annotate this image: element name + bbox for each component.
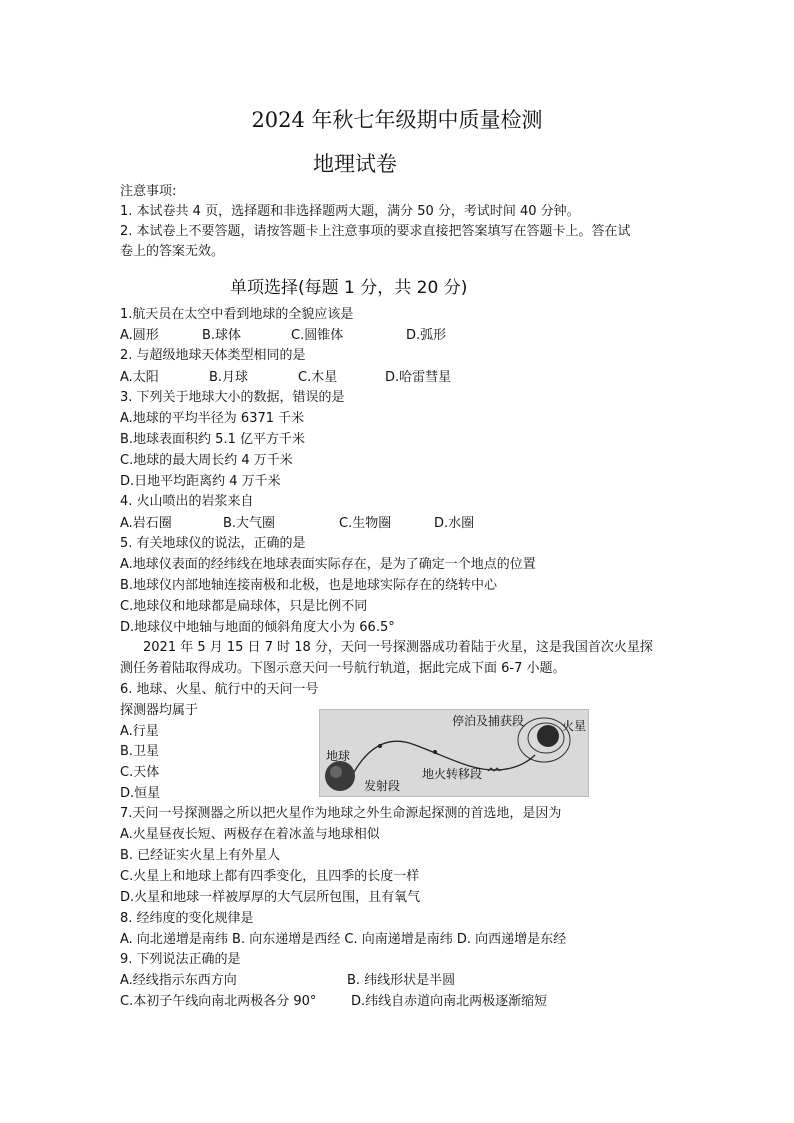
q3-stem: 3. 下列关于地球大小的数据，错误的是 — [120, 390, 345, 405]
q9-option-b: B. 纬线形状是半圆 — [347, 973, 456, 988]
q4-option-b: B.大气圈 — [223, 516, 276, 531]
mars-icon — [537, 725, 559, 747]
q6-stem-2: 探测器均属于 — [120, 703, 199, 718]
q7-option-b: B. 已经证实火星上有外星人 — [120, 848, 281, 863]
q6-option-d: D.恒星 — [120, 786, 161, 801]
q2-stem: 2. 与超级地球天体类型相同的是 — [120, 348, 306, 363]
launch-label: 发射段 — [364, 779, 401, 793]
q8-stem: 8. 经纬度的变化规律是 — [120, 911, 254, 926]
q1-option-b: B.球体 — [202, 328, 242, 343]
q9-option-d: D.纬线自赤道向南北两极逐渐缩短 — [351, 994, 548, 1009]
q3-option-a: A.地球的平均半径为 6371 千米 — [120, 411, 305, 426]
mars-label: 火星 — [562, 719, 587, 733]
notes-line-1: 1. 本试卷共 4 页，选择题和非选择题两大题，满分 50 分，考试时间 40 分钟。 — [120, 204, 580, 219]
section-title: 单项选择(每题 1 分，共 20 分) — [230, 278, 468, 298]
notes-heading: 注意事项: — [120, 184, 177, 199]
q7-option-a: A.火星昼夜长短、两极存在着冰盖与地球相似 — [120, 827, 380, 842]
q1-option-d: D.弧形 — [406, 328, 447, 343]
q8-options: A. 向北递增是南纬 B. 向东递增是西经 C. 向南递增是南纬 D. 向西递增是东经 — [120, 932, 567, 947]
q6-stem-1: 6. 地球、火星、航行中的天问一号 — [120, 682, 319, 697]
q2-option-d: D.哈雷彗星 — [385, 370, 452, 385]
q3-option-b: B.地球表面积约 5.1 亿平方千米 — [120, 432, 305, 447]
q5-option-c: C.地球仪和地球都是扁球体，只是比例不同 — [120, 599, 368, 614]
q2-option-a: A.太阳 — [120, 370, 159, 385]
q4-option-d: D.水圈 — [434, 516, 475, 531]
q3-option-c: C.地球的最大周长约 4 万千米 — [120, 453, 293, 468]
q2-option-b: B.月球 — [209, 370, 249, 385]
q1-option-a: A.圆形 — [120, 328, 159, 343]
trajectory-figure — [319, 709, 589, 797]
q5-option-a: A.地球仪表面的经纬线在地球表面实际存在，是为了确定一个地点的位置 — [120, 557, 536, 572]
q1-option-c: C.圆锥体 — [291, 328, 344, 343]
q4-stem: 4. 火山喷出的岩浆来自 — [120, 494, 254, 509]
q1-stem: 1.航天员在太空中看到地球的全貌应该是 — [120, 307, 354, 322]
q7-option-d: D.火星和地球一样被厚厚的大气层所包围，且有氧气 — [120, 890, 421, 905]
q5-stem: 5. 有关地球仪的说法，正确的是 — [120, 536, 306, 551]
exam-title: 2024 年秋七年级期中质量检测 — [251, 108, 543, 132]
capture-label: 停泊及捕获段 — [452, 714, 525, 728]
trajectory-diagram — [320, 710, 588, 796]
q6-option-b: B.卫星 — [120, 744, 160, 759]
q6-option-a: A.行星 — [120, 724, 159, 739]
q7-option-c: C.火星上和地球上都有四季变化，且四季的长度一样 — [120, 869, 420, 884]
notes-line-2b: 卷上的答案无效。 — [120, 244, 225, 259]
q9-stem: 9. 下列说法正确的是 — [120, 952, 241, 967]
q5-option-b: B.地球仪内部地轴连接南极和北极，也是地球实际存在的绕转中心 — [120, 578, 498, 593]
notes-line-2a: 2. 本试卷上不要答题，请按答题卡上注意事项的要求直接把答案填写在答题卡上。答在试 — [120, 224, 631, 239]
earth-label: 地球 — [326, 749, 351, 763]
transfer-label: 地火转移段 — [422, 767, 483, 781]
q6-option-c: C.天体 — [120, 765, 160, 780]
q4-option-c: C.生物圈 — [339, 516, 392, 531]
q2-option-c: C.木星 — [298, 370, 338, 385]
passage-line-1: 2021 年 5 月 15 日 7 时 18 分，天问一号探测器成功着陆于火星，这是我国首次火星探 — [143, 640, 653, 655]
q9-option-c: C.本初子午线向南北两极各分 90° — [120, 994, 317, 1009]
q7-stem: 7.天问一号探测器之所以把火星作为地球之外生命源起探测的首选地，是因为 — [120, 806, 562, 821]
q5-option-d: D.地球仪中地轴与地面的倾斜角度大小为 66.5° — [120, 620, 395, 635]
q4-option-a: A.岩石圈 — [120, 516, 172, 531]
q9-option-a: A.经线指示东西方向 — [120, 973, 237, 988]
q3-option-d: D.日地平均距离约 4 万千米 — [120, 474, 281, 489]
subject-title: 地理试卷 — [313, 152, 397, 176]
passage-line-2: 测任务着陆取得成功。下图示意天问一号航行轨道，据此完成下面 6-7 小题。 — [120, 661, 566, 676]
